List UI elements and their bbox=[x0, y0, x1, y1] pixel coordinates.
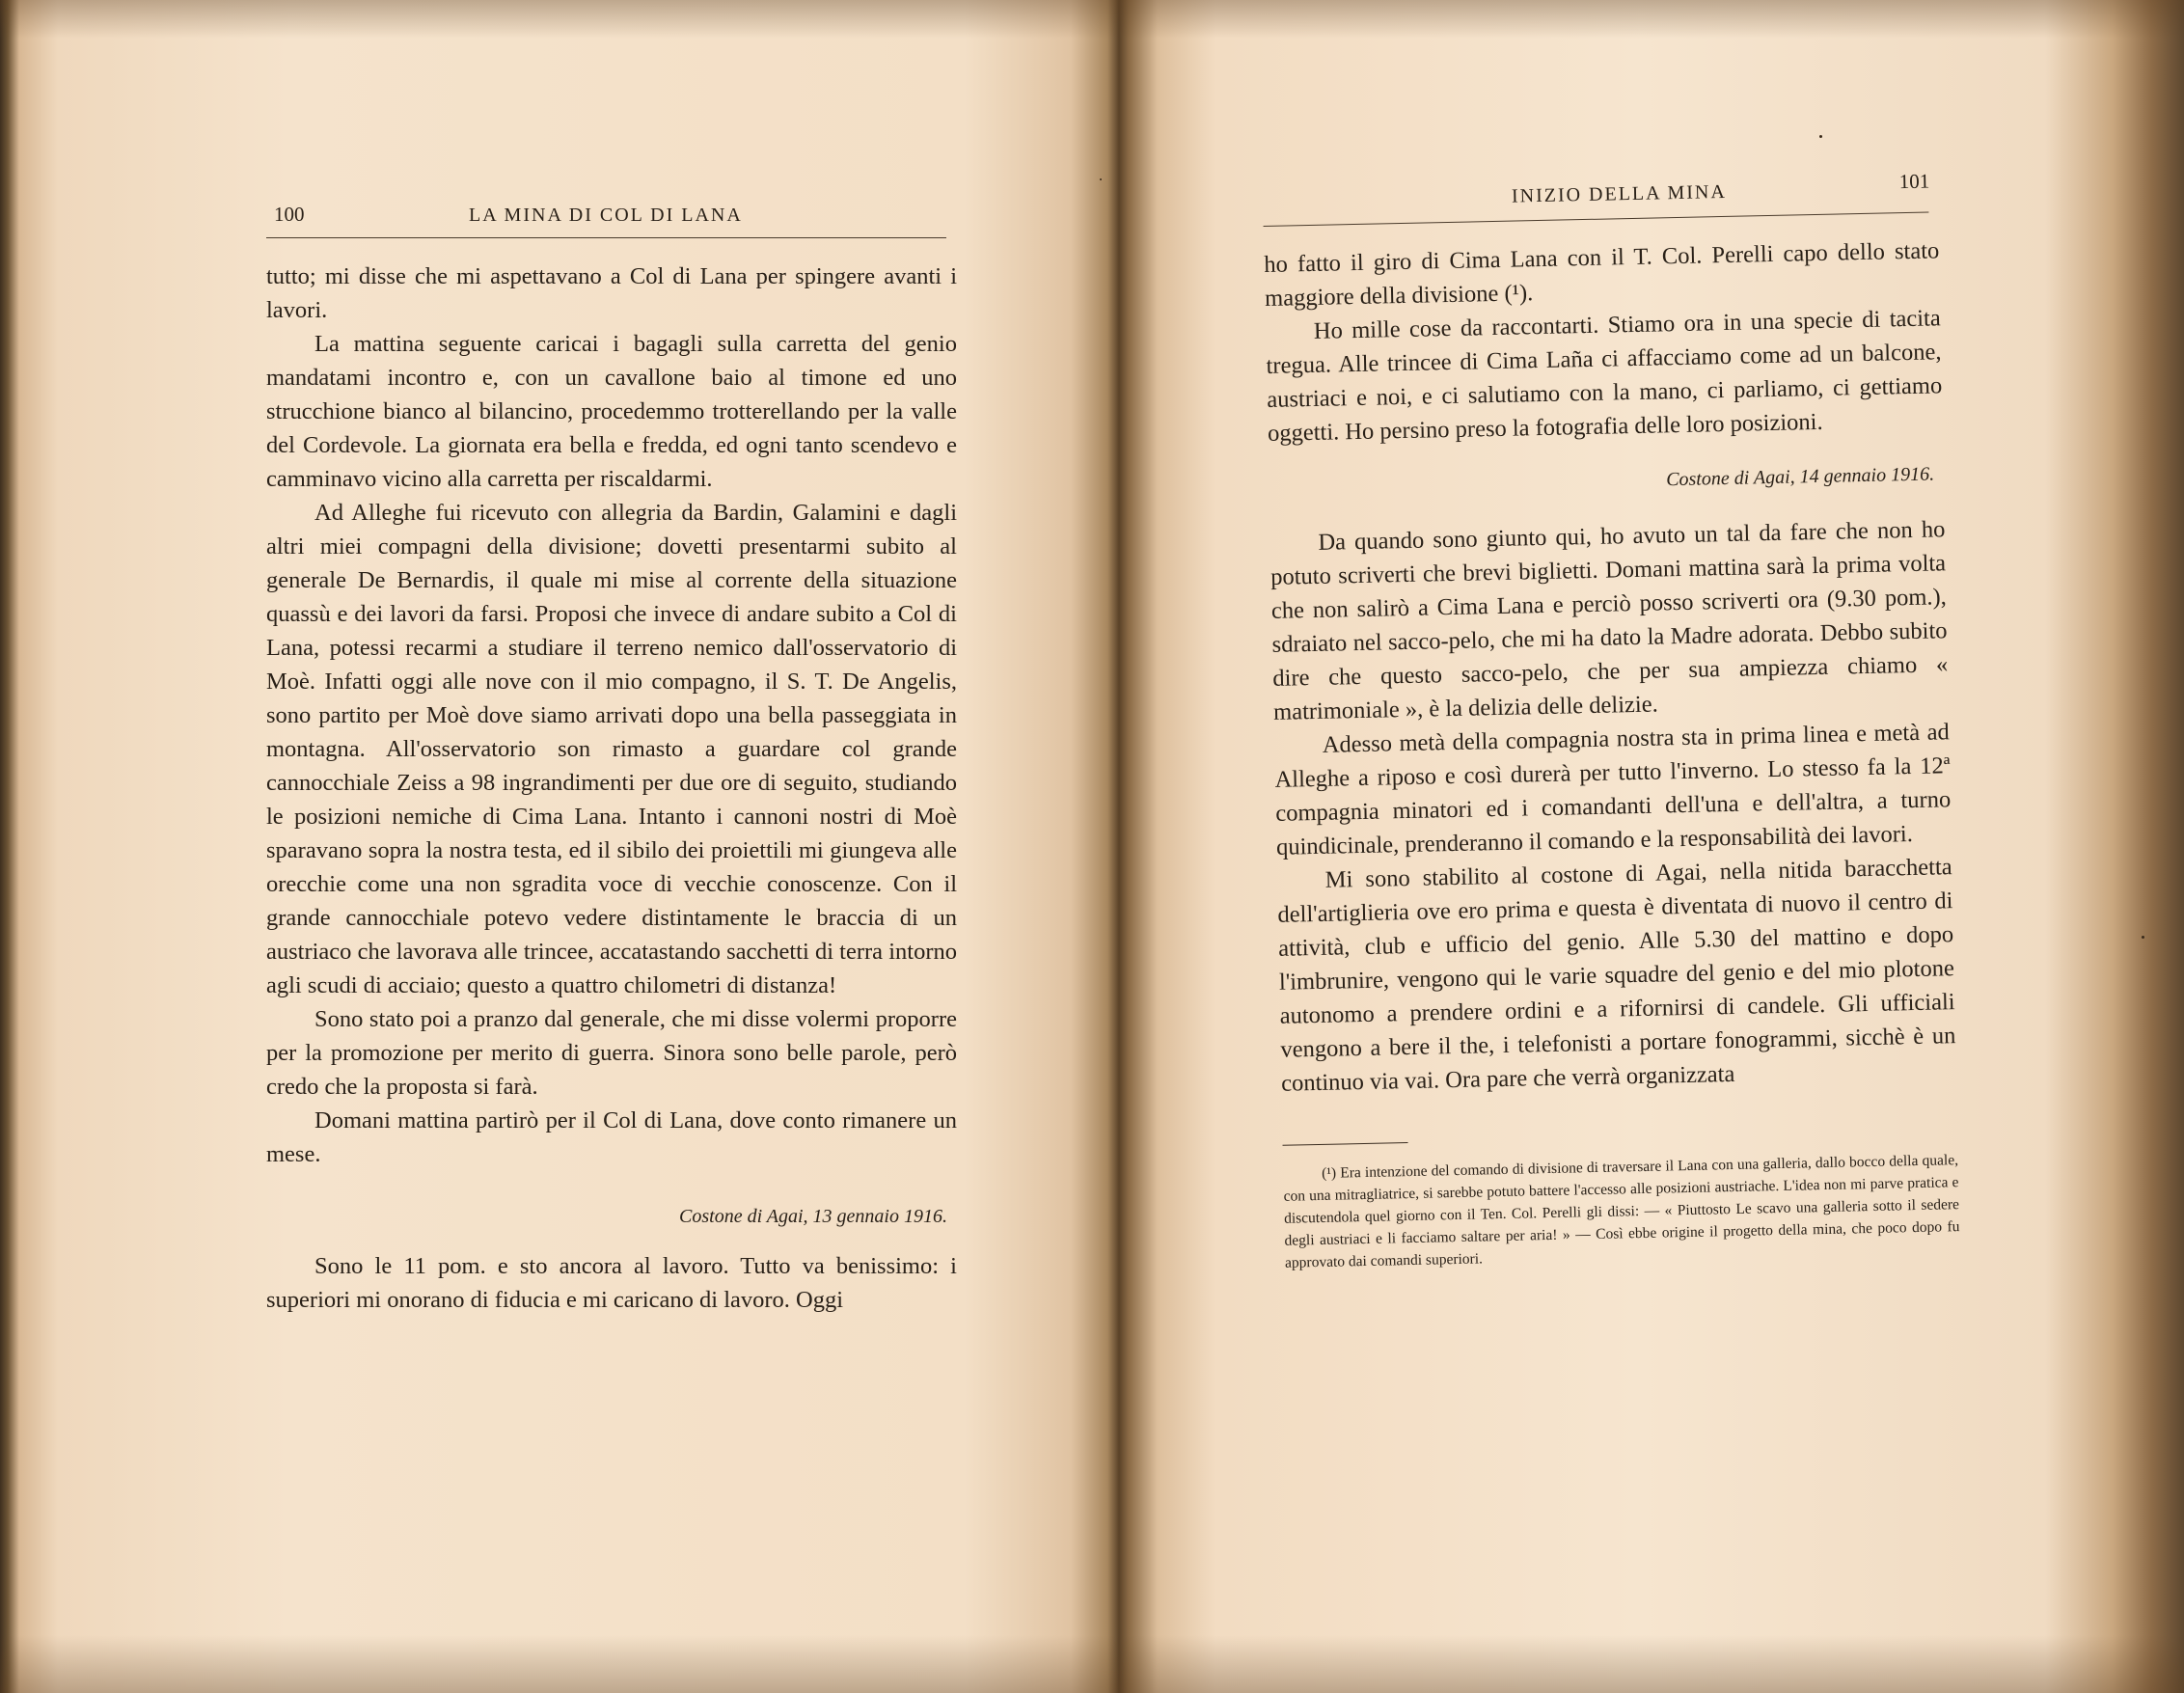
dateline: Costone di Agai, 14 gennaio 1916. bbox=[1665, 463, 1935, 491]
paragraph: La mattina seguente caricai i bagagli sulla carretta del genio mandatami incontro e, con un cavallone baio al timone ed uno strucchione bianco al bilancino, procedemmo trotterellando per la valle del Cordevole. La giornata era bella e fredda, ed ogni tanto scendevo e camminavo vicino alla carretta per riscaldarmi. bbox=[266, 331, 957, 492]
paper-speck bbox=[1100, 178, 1102, 180]
header-rule bbox=[1264, 212, 1929, 227]
page-number: 101 bbox=[1898, 169, 1930, 194]
page-number: 100 bbox=[274, 203, 305, 226]
paper-speck bbox=[2142, 936, 2144, 939]
paragraph: Sono stato poi a pranzo dal generale, che mi disse volermi proporre per la promozione per merito di guerra. Sinora sono belle parole, però credo che la proposta si farà. bbox=[266, 1006, 957, 1100]
footnote bbox=[1283, 1149, 1960, 1274]
top-shadow bbox=[0, 0, 2184, 39]
paragraph: ho fatto il giro di Cima Lana con il T. Col. Perelli capo dello stato maggiore della divisione (¹). bbox=[1264, 237, 1940, 312]
left-page-header bbox=[266, 193, 957, 232]
footnote-rule bbox=[1283, 1142, 1408, 1146]
paper-speck bbox=[1819, 135, 1822, 138]
paragraph: Sono le 11 pom. e sto ancora al lavoro. Tutto va benissimo: i superiori mi onorano di fiducia e mi caricano di lavoro. Oggi bbox=[266, 1253, 957, 1313]
paragraph: Ad Alleghe fui ricevuto con allegria da Bardin, Galamini e dagli altri miei compagni della divisione; dovetti presentarmi subito al generale De Bernardis, il quale mi mise al corrente della situazione quassù e dei lavori da farsi. Proposi che invece di andare subito a Col di Lana, potessi recarmi a studiare il terreno nemico dall'osservatorio di Moè. Infatti oggi alle nove con il mio compagno, il S. T. De Angelis, sono partito per Moè dove siamo arrivati dopo una bella passeggiata in montagna. All'osservatorio son rimasto a guardare col grande cannocchiale Zeiss a 98 ingrandimenti per due ore di seguito, studiando le posizioni nemiche di Cima Lana. Intanto i cannoni nostri di Moè sparavano sopra la nostra testa, ed il sibilo dei proiettili mi giungeva alle orecchie come una non sgradita voce di vecchie conoscenze. Con il grande cannocchiale potevo vedere distintamente le braccia di un austriaco che lavorava alle trincee, accatastando sacchetti di terra intorno agli scudi di acciaio; questo a quattro chilometri di distanza! bbox=[266, 500, 957, 998]
right-page-body bbox=[1264, 233, 1956, 1100]
right-page-header bbox=[1262, 140, 1938, 207]
left-page-body bbox=[266, 259, 957, 1317]
running-head: LA MINA DI COL DI LANA bbox=[469, 205, 743, 226]
running-head: INIZIO DELLA MINA bbox=[1511, 180, 1728, 207]
paragraph: Mi sono stabilito al costone di Agai, nella nitida baracchetta dell'artiglieria ove ero prima e questa è diventata di nuovo il centro di attività, club e ufficio del genio. Alle 5.30 del mattino e dopo l'imbrunire, vengono qui le varie squadre del genio e del mio plotone autonomo a prendere ordini e a rifornirsi di candele. Gli ufficiali vengono a bere il the, i telefonisti a portare fonogrammi, sicchè è un continuo via vai. Ora pare che verrà organizzata bbox=[1277, 854, 1956, 1097]
right-page bbox=[1262, 140, 1960, 1273]
paragraph: Da quando sono giunto qui, ho avuto un tal da fare che non ho potuto scriverti che brevi biglietti. Domani mattina sarà la prima volta che non salirò a Cima Lana e perciò posso scriverti ora (9.30 pom.), sdraiato nel sacco-pelo, che mi ha dato la Madre adorata. Debbo subito dire che questo sacco-pelo, che per sua ampiezza chiamo « matrimoniale », è la delizia delle delizie. bbox=[1269, 516, 1949, 725]
paragraph: Ho mille cose da raccontarti. Stiamo ora in una specie di tacita tregua. Alle trincee di Cima Laña ci affacciamo come ad un balcone, austriaci e noi, e ci salutiamo con la mano, ci parliamo, ci gettiamo oggetti. Ho persino preso la fotografia delle loro posizioni. bbox=[1266, 305, 1943, 447]
paragraph: tutto; mi disse che mi aspettavano a Col di Lana per spingere avanti i lavori. bbox=[266, 263, 957, 323]
paragraph: Adesso metà della compagnia nostra sta in prima linea e metà ad Alleghe a riposo e così durerà per tutto l'inverno. Lo stesso fa la 12ª compagnia minatori ed i comandanti dell'una e dell'altra, a turno quindicinale, prenderanno il comando e la responsabilità dei lavori. bbox=[1274, 719, 1952, 860]
paragraph: Domani mattina partirò per il Col di Lana, dove conto rimanere un mese. bbox=[266, 1107, 957, 1167]
left-page bbox=[266, 193, 957, 1317]
footnote-text: (¹) Era intenzione del comando di divisione di traversare il Lana con una galleria, dallo bocco della quale, con una mitragliatrice, si sarebbe potuto battere l'accesso alle posizioni austriache. L'idea non mi parve pratica e discutendola quel giorno con il Ten. Col. Perelli gli dissi: — « Piuttosto Le scavo una galleria sotto il sedere degli austriaci e li facciamo saltare per aria! » — Così ebbe origine il progetto della mina, che poco dopo fu approvato dai comandi superiori. bbox=[1283, 1152, 1960, 1271]
header-rule bbox=[266, 237, 946, 238]
dateline: Costone di Agai, 13 gennaio 1916. bbox=[679, 1206, 947, 1227]
bottom-shadow bbox=[0, 1635, 2184, 1693]
